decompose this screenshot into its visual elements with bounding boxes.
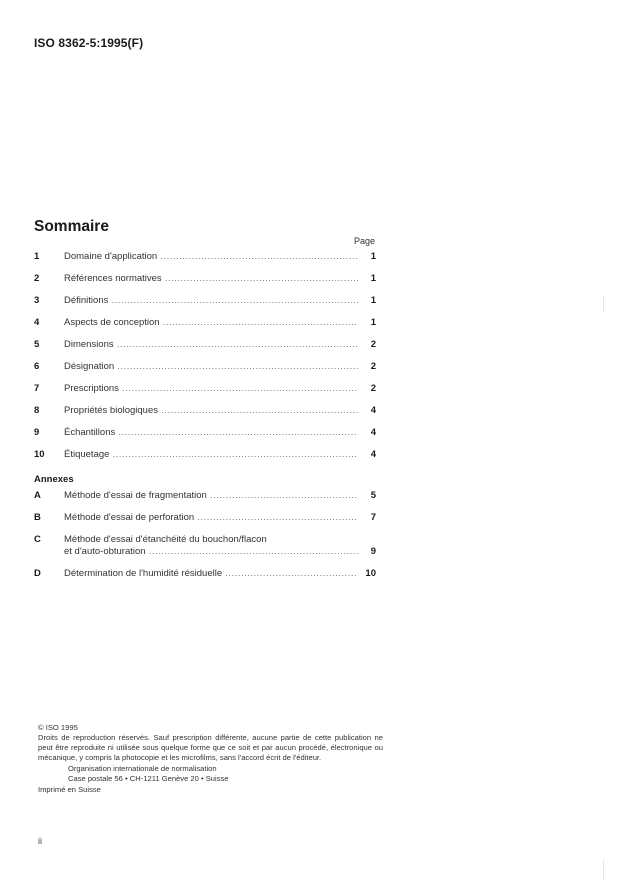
annex-entry-letter: C	[34, 534, 41, 545]
toc-entry-label: Prescriptions .....	[64, 383, 358, 394]
document-identifier: ISO 8362-5:1995(F)	[34, 36, 144, 50]
toc-entry-number: 3	[34, 295, 40, 306]
annex-entry-label-line1: Méthode d'essai d'étanchéité du bouchon/flacon	[64, 534, 267, 545]
toc-entry[interactable]	[34, 383, 376, 397]
copyright-line: © ISO 1995	[38, 723, 78, 732]
toc-entry-number: 8	[34, 405, 40, 416]
annex-entry-page: 5	[370, 490, 376, 501]
toc-entry-page: 1	[370, 317, 376, 328]
toc-entry-page: 1	[370, 251, 376, 262]
scan-artifact	[603, 860, 604, 880]
toc-entry-number: 4	[34, 317, 40, 328]
annex-entry-letter: D	[34, 568, 41, 579]
toc-entry-page: 2	[370, 339, 376, 350]
toc-entry-label: Désignation .....	[64, 361, 358, 372]
toc-entry-label: Propriétés biologiques .....	[64, 405, 358, 416]
toc-entry-label: Références normatives .....	[64, 273, 358, 284]
copyright-notice	[38, 723, 383, 795]
toc-entry-number: 1	[34, 251, 40, 262]
toc-entry[interactable]	[34, 317, 376, 331]
annex-entry[interactable]	[34, 490, 376, 504]
annexes-heading: Annexes	[34, 474, 74, 485]
toc-entry-page: 1	[370, 273, 376, 284]
annex-entry[interactable]	[34, 568, 376, 582]
annex-entry-label: Détermination de l'humidité résiduelle .....	[64, 568, 358, 579]
annex-entry-letter: B	[34, 512, 41, 523]
rights-statement: Droits de reproduction réservés. Sauf prescription différente, aucune partie de cette publication ne peut être reproduite ni utilisée sous quelque forme que ce soit et par aucun procédé, électronique ou mécanique, y compris la photocopie et les microfilms, sans l'accord écrit de l'éditeur.	[38, 733, 383, 762]
toc-entry[interactable]	[34, 405, 376, 419]
printed-in: Imprimé en Suisse	[38, 785, 101, 794]
annex-entry-label: Méthode d'essai de perforation .....	[64, 512, 358, 523]
toc-entry[interactable]	[34, 273, 376, 287]
page-number: ii	[38, 836, 42, 846]
toc-entry-label: Domaine d'application .....	[64, 251, 358, 262]
toc-entry-label: Étiquetage .....	[64, 449, 358, 460]
annex-entry[interactable]	[34, 534, 376, 562]
annex-entry-page: 7	[370, 512, 376, 523]
toc-entry[interactable]	[34, 251, 376, 265]
toc-entry-number: 6	[34, 361, 40, 372]
organization-name: Organisation internationale de normalisation	[68, 764, 217, 773]
toc-entry-number: 5	[34, 339, 40, 350]
toc-entry-label: Échantillons .....	[64, 427, 358, 438]
toc-entry-page: 4	[370, 405, 376, 416]
toc-entry-page: 4	[370, 427, 376, 438]
toc-page-column-header: Page	[354, 236, 376, 246]
toc-entry[interactable]	[34, 449, 376, 463]
toc-entry-label: Aspects de conception .....	[64, 317, 358, 328]
toc-entry-number: 7	[34, 383, 40, 394]
toc-entry-page: 1	[370, 295, 376, 306]
toc-entry-number: 9	[34, 427, 40, 438]
scan-artifact	[603, 297, 604, 311]
toc-entry-label: Dimensions .....	[64, 339, 358, 350]
toc-entry-page: 4	[370, 449, 376, 460]
toc-entry-page: 2	[370, 383, 376, 394]
annex-entry-label: Méthode d'essai de fragmentation .....	[64, 490, 358, 501]
toc-entry-number: 2	[34, 273, 40, 284]
toc-entry-page: 2	[370, 361, 376, 372]
annex-entry-label: et d'auto-obturation .....	[64, 546, 358, 557]
annex-entry[interactable]	[34, 512, 376, 526]
annex-entry-letter: A	[34, 490, 41, 501]
annex-entry-page: 10	[365, 568, 376, 579]
toc-entry[interactable]	[34, 427, 376, 441]
annex-entry-page: 9	[370, 546, 376, 557]
toc-entry[interactable]	[34, 295, 376, 309]
toc-entry[interactable]	[34, 361, 376, 375]
toc-entry-number: 10	[34, 449, 45, 460]
toc-title: Sommaire	[34, 218, 109, 235]
toc-entry-label: Définitions .....	[64, 295, 358, 306]
organization-address: Case postale 56 • CH-1211 Genève 20 • Suisse	[68, 774, 229, 783]
toc-entry[interactable]	[34, 339, 376, 353]
